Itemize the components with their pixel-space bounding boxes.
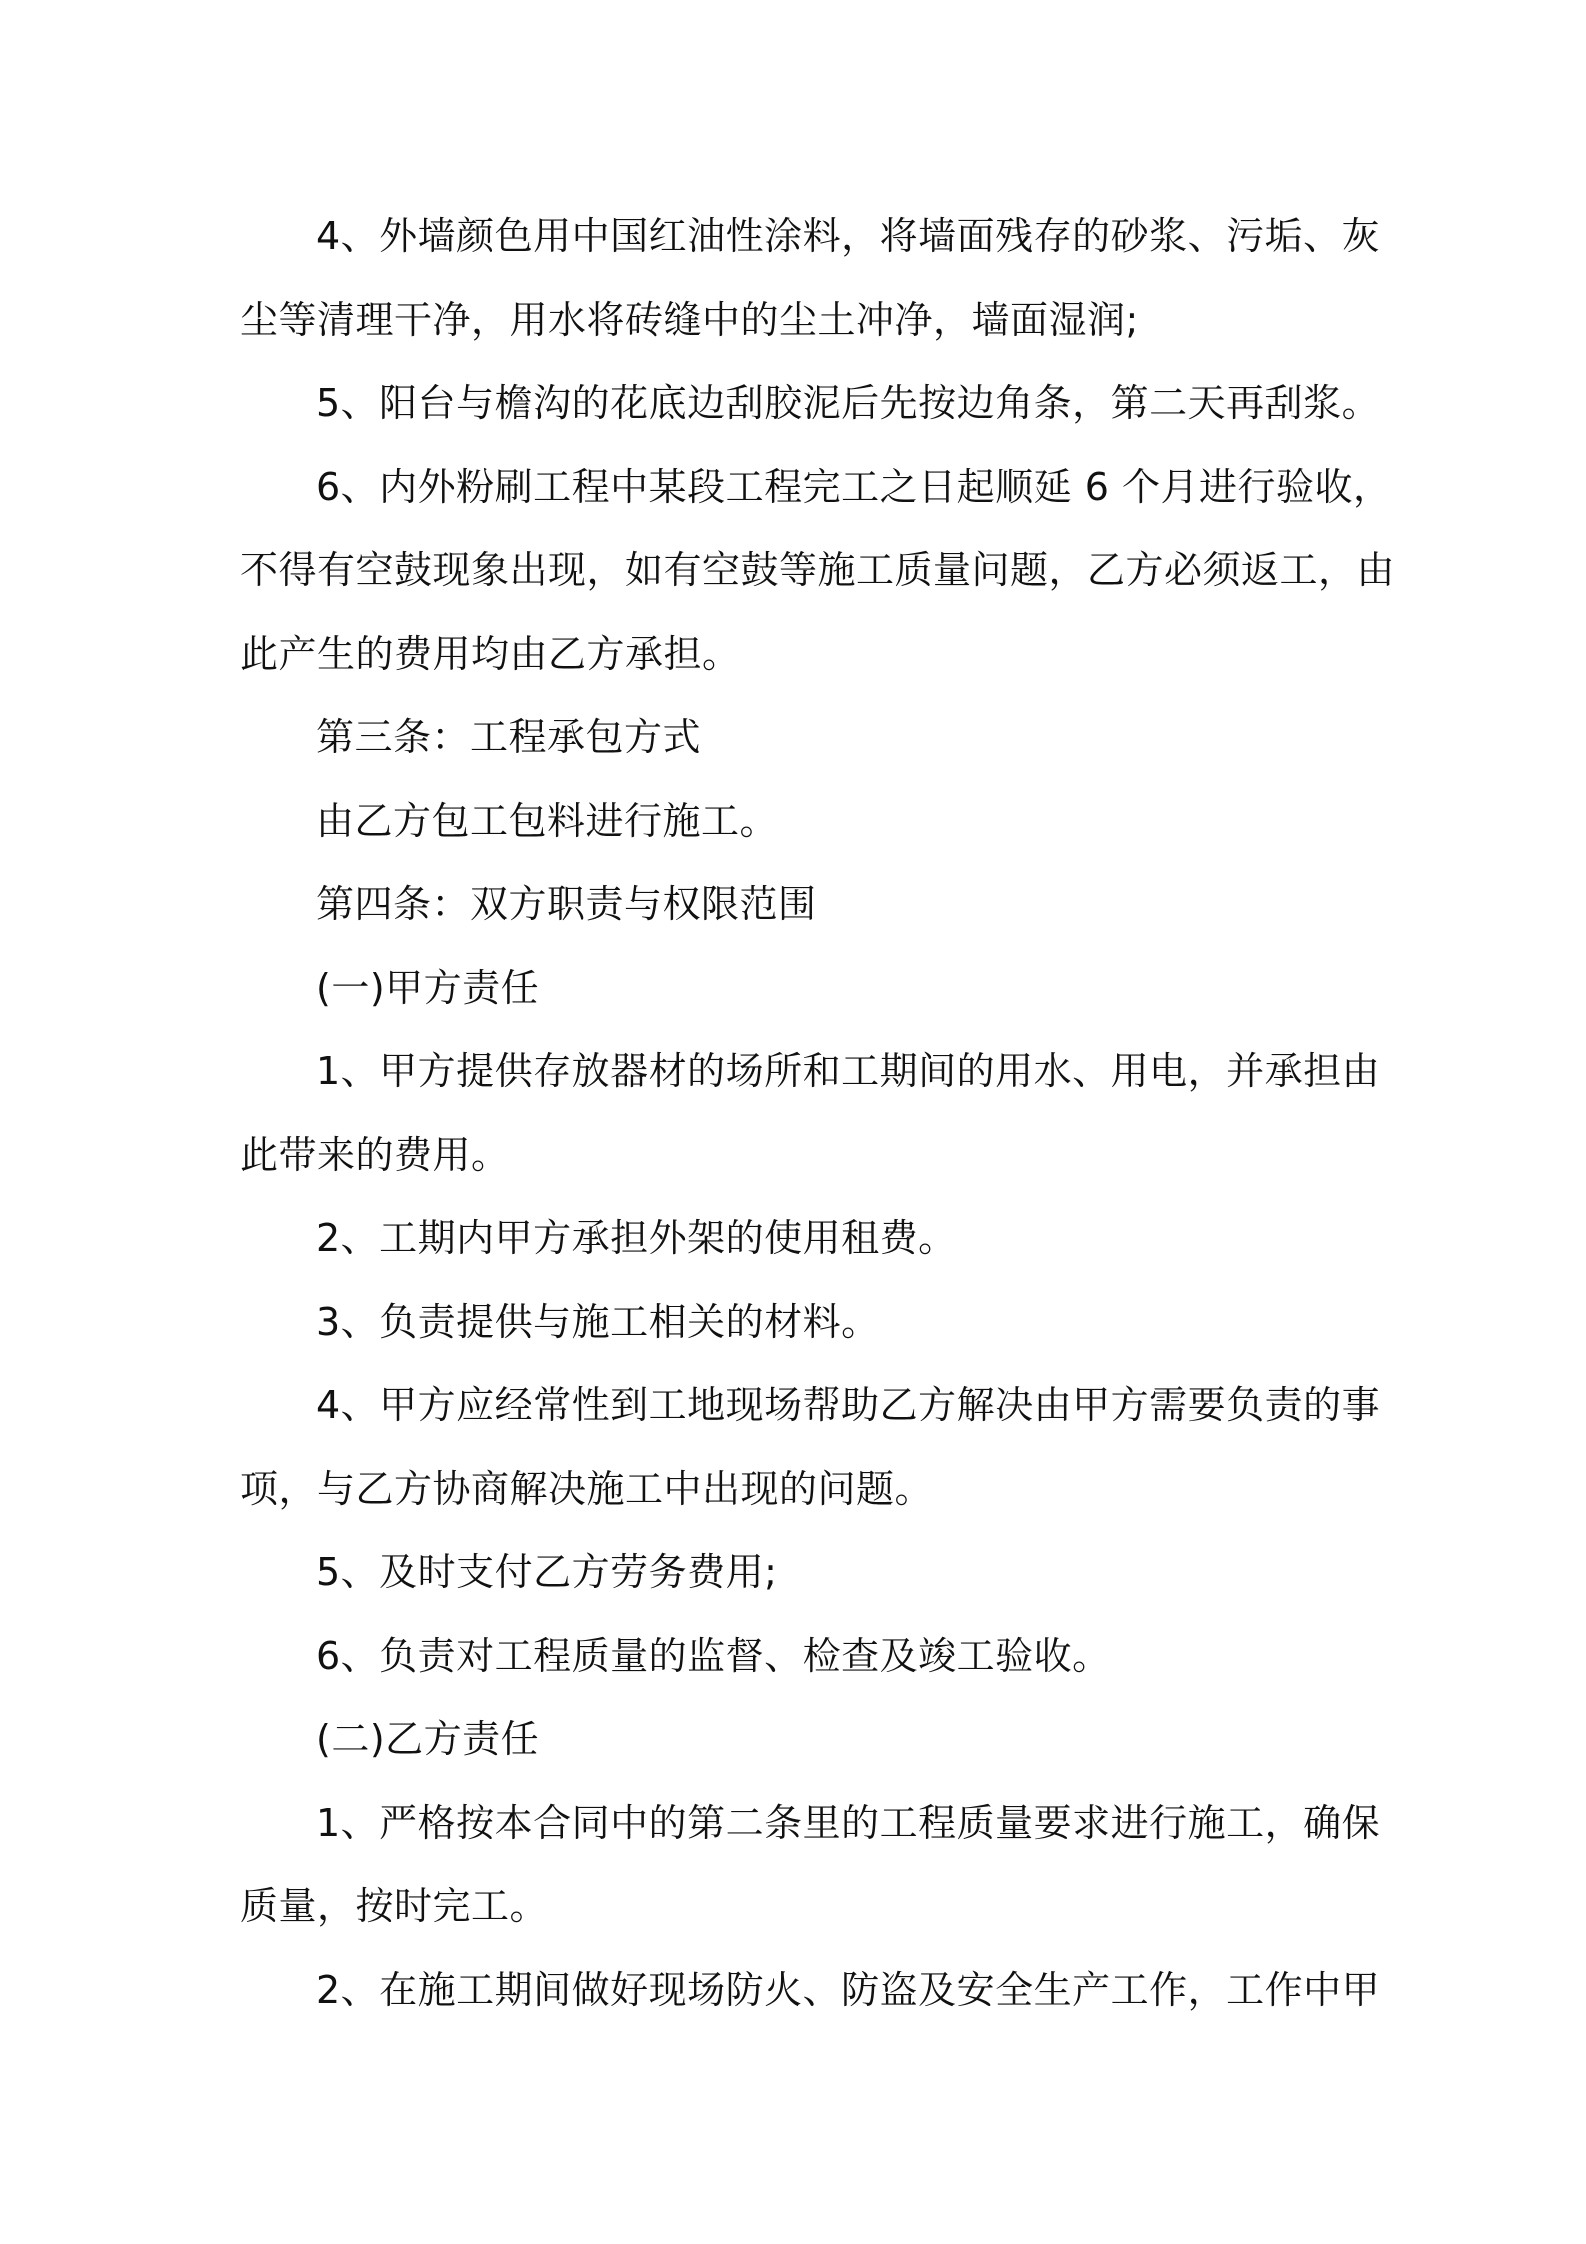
paragraph-line: 此产生的费用均由乙方承担。 <box>240 631 741 676</box>
paragraph-line: 4、外墙颜色用中国红油性涂料，将墙面残存的砂浆、污垢、灰 <box>316 214 1381 258</box>
section-heading: 第三条：工程承包方式 <box>316 715 702 759</box>
paragraph-line: 2、工期内甲方承担外架的使用租费。 <box>316 1216 957 1260</box>
paragraph-line: 5、及时支付乙方劳务费用; <box>316 1550 778 1594</box>
paragraph-line: 此带来的费用。 <box>240 1132 510 1177</box>
section-heading: 第四条：双方职责与权限范围 <box>316 882 817 926</box>
paragraph-line: 5、阳台与檐沟的花底边刮胶泥后先按边角条，第二天再刮浆。 <box>316 381 1381 425</box>
paragraph-line: 项，与乙方协商解决施工中出现的问题。 <box>240 1466 934 1511</box>
paragraph-line: 6、内外粉刷工程中某段工程完工之日起顺延 6 个月进行验收， <box>316 464 1392 509</box>
paragraph-line: 不得有空鼓现象出现，如有空鼓等施工质量问题，乙方必须返工，由 <box>240 548 1396 592</box>
paragraph-line: 4、甲方应经常性到工地现场帮助乙方解决由甲方需要负责的事 <box>316 1383 1381 1427</box>
paragraph-line: 1、严格按本合同中的第二条里的工程质量要求进行施工，确保 <box>316 1800 1381 1845</box>
paragraph-line: 6、负责对工程质量的监督、检查及竣工验收。 <box>316 1633 1111 1678</box>
paragraph-line: 尘等清理干净，用水将砖缝中的尘土冲净，墙面湿润; <box>240 297 1139 342</box>
paragraph-line: 3、负责提供与施工相关的材料。 <box>316 1299 880 1344</box>
paragraph-line: 1、甲方提供存放器材的场所和工期间的用水、用电，并承担由 <box>316 1049 1381 1093</box>
document-body <box>240 195 1396 2032</box>
paragraph-line: 2、在施工期间做好现场防火、防盗及安全生产工作，工作中甲 <box>316 1967 1381 2012</box>
subsection-heading: (二)乙方责任 <box>316 1717 540 1761</box>
paragraph-line: 由乙方包工包料进行施工。 <box>316 798 779 843</box>
subsection-heading: (一)甲方责任 <box>316 965 540 1010</box>
paragraph-line: 质量，按时完工。 <box>240 1884 549 1928</box>
